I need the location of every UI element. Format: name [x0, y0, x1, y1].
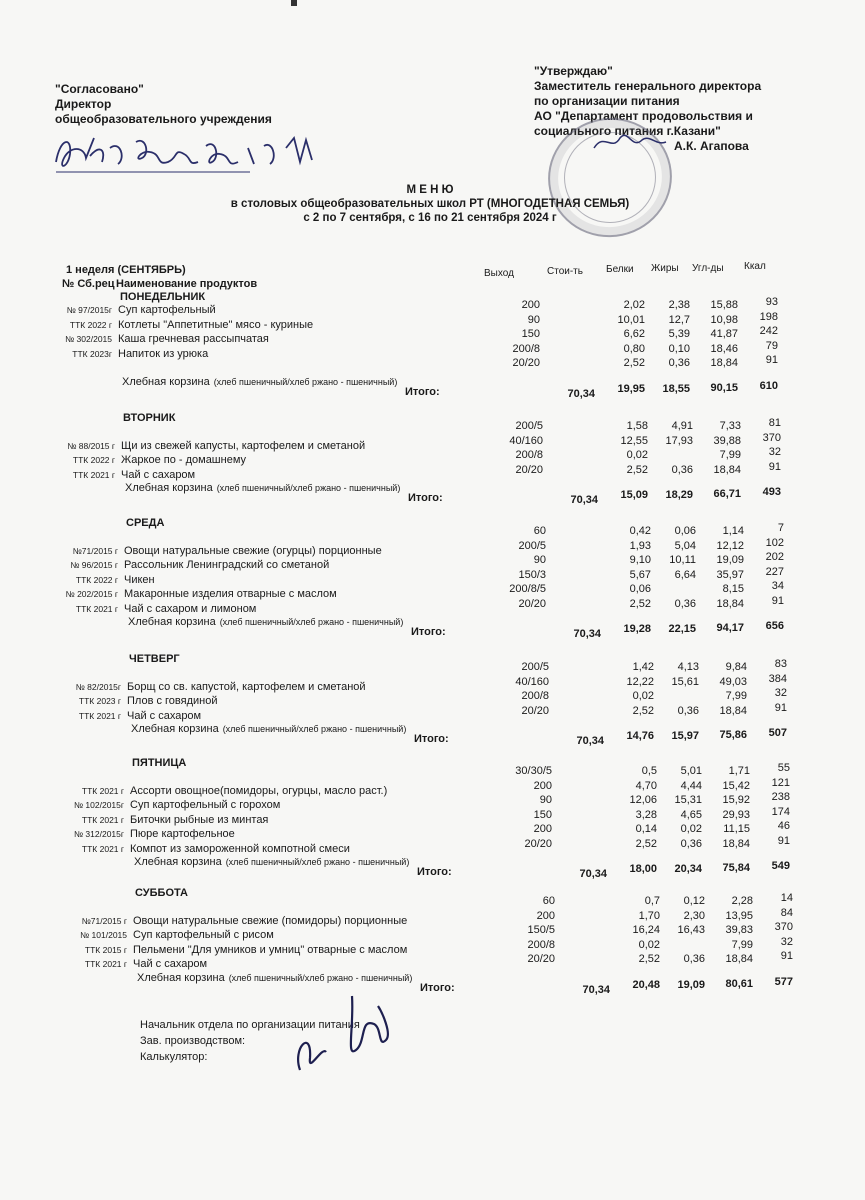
fat-value: 0,10 — [668, 342, 690, 355]
day-title: ПЯТНИЦА — [132, 757, 187, 769]
total-fat: 20,34 — [674, 863, 702, 875]
carb-value: 7,33 — [719, 420, 741, 432]
bread-note: (хлеб пшеничный/хлеб ржано - пшеничный) — [213, 376, 398, 387]
bread-basket — [137, 972, 412, 984]
menu-subtitle: в столовых общеобразовательных школ РТ (МНОГОДЕТНАЯ СЕМЬЯ) — [230, 198, 630, 210]
carb-value: 2,28 — [731, 895, 753, 907]
carb-value: 39,88 — [713, 434, 741, 447]
carb-value: 18,84 — [725, 953, 753, 965]
col-kcal-header: Ккал — [744, 261, 766, 272]
dept-line2: АО "Департамент продовольствия и — [534, 109, 753, 123]
kcal-value: 238 — [771, 791, 790, 803]
deputy-label: Заместитель генерального директора — [534, 79, 762, 93]
protein-value: 4,70 — [635, 779, 657, 792]
dish-name: Чай с сахаром — [121, 468, 196, 481]
director-label: Директор — [55, 97, 112, 111]
kcal-value: 79 — [765, 339, 778, 352]
total-label: Итого: — [417, 866, 452, 878]
approval-block-left — [55, 82, 272, 127]
protein-value: 12,22 — [626, 675, 654, 688]
portion-output: 40/160 — [515, 675, 549, 688]
portion-output: 200/8 — [521, 690, 549, 702]
carb-value: 15,92 — [722, 794, 750, 806]
bread-label: Хлебная корзина — [128, 616, 216, 628]
protein-value: 16,24 — [632, 924, 660, 936]
total-kcal: 493 — [762, 486, 781, 498]
bread-note: (хлеб пшеничный/хлеб ржано - пшеничный) — [216, 483, 401, 493]
protein-value: 10,01 — [617, 313, 645, 326]
recipe-number: ТТК 2022 г — [69, 319, 112, 330]
total-protein: 15,09 — [620, 489, 648, 501]
day-title: ЧЕТВЕРГ — [129, 653, 180, 665]
dish-name: Компот из замороженной компотной смеси — [130, 842, 350, 855]
portion-output: 200/5 — [515, 420, 543, 432]
signer-name: А.К. Агапова — [674, 139, 749, 153]
kcal-value: 32 — [774, 687, 787, 699]
kcal-value: 91 — [780, 950, 793, 962]
portion-output: 90 — [527, 313, 540, 326]
protein-value: 0,02 — [632, 690, 654, 702]
carb-value: 1,71 — [728, 765, 750, 777]
fat-value: 5,01 — [680, 765, 702, 777]
protein-value: 2,52 — [638, 953, 660, 965]
dish-name: Ассорти овощное(помидоры, огурцы, масло раст.) — [130, 784, 388, 797]
portion-output: 200/8/5 — [509, 583, 546, 595]
footer-production: Зав. производством: — [140, 1035, 246, 1047]
fat-value: 10,11 — [669, 554, 696, 566]
footer-head: Начальник отдела по организации питания — [140, 1019, 360, 1031]
recipe-number: ТТК 2023 г — [78, 696, 121, 706]
dish-name: Чай с сахаром и лимоном — [124, 602, 257, 615]
dish-name: Суп картофельный с рисом — [133, 929, 274, 941]
fat-value: 0,02 — [680, 823, 702, 835]
recipe-number: ТТК 2022 г — [75, 574, 118, 585]
dept-line3: социального питания г.Казани" — [534, 124, 721, 138]
total-cost: 70,34 — [576, 735, 604, 747]
bread-label: Хлебная корзина — [131, 723, 219, 735]
carb-value: 35,97 — [716, 568, 744, 581]
dish-name: Суп картофельный — [118, 304, 216, 316]
bread-basket — [131, 723, 406, 735]
fat-value: 4,13 — [677, 661, 699, 673]
total-protein: 14,76 — [626, 730, 654, 742]
fat-value: 4,91 — [671, 420, 693, 432]
fat-value: 15,31 — [674, 794, 702, 806]
footer-calculator: Калькулятор: — [140, 1051, 208, 1063]
col-carb-header: Угл-ды — [692, 263, 724, 274]
fat-value: 0,36 — [680, 837, 702, 850]
fat-value: 2,30 — [683, 909, 705, 922]
bread-label: Хлебная корзина — [137, 971, 225, 984]
director-signature — [50, 128, 320, 178]
total-carb: 66,71 — [713, 488, 741, 500]
kcal-value: 34 — [771, 580, 784, 592]
recipe-number: №71/2015 г — [72, 545, 118, 556]
fat-value: 15,61 — [671, 675, 699, 688]
kcal-value: 384 — [768, 672, 787, 685]
bread-basket — [125, 482, 400, 494]
recipe-number: ТТК 2021 г — [72, 469, 115, 480]
recipe-number: ТТК 2015 г — [84, 944, 127, 955]
recipe-number: № 312/2015г — [73, 829, 124, 839]
total-cost: 70,34 — [567, 387, 595, 400]
total-kcal: 507 — [768, 727, 787, 739]
kcal-value: 370 — [762, 431, 781, 444]
portion-output: 40/160 — [509, 434, 543, 447]
recipe-number: № 88/2015 г — [67, 440, 115, 451]
carb-value: 18,84 — [710, 357, 738, 369]
fat-value: 5,39 — [668, 328, 690, 340]
recipe-number: ТТК 2023г — [72, 348, 112, 359]
protein-value: 0,14 — [635, 823, 657, 835]
portion-output: 200 — [533, 823, 552, 835]
fat-value: 2,38 — [668, 299, 690, 311]
day-title: СУББОТА — [135, 887, 188, 899]
total-label: Итого: — [411, 626, 446, 638]
kcal-value: 227 — [765, 565, 784, 578]
footer-signature — [282, 988, 422, 1088]
kcal-value: 14 — [780, 892, 793, 904]
dish-name: Котлеты "Аппетитные" мясо - куриные — [118, 318, 314, 331]
kcal-value: 91 — [774, 701, 787, 714]
portion-output: 30/30/5 — [515, 765, 552, 777]
portion-output: 200/5 — [518, 539, 546, 552]
dish-name: Овощи натуральные свежие (огурцы) порционные — [124, 544, 382, 557]
kcal-value: 174 — [771, 805, 790, 818]
portion-output: 200/8 — [527, 938, 555, 951]
kcal-value: 32 — [768, 446, 781, 458]
portion-output: 90 — [533, 554, 546, 566]
protein-value: 1,93 — [629, 539, 651, 552]
dish-name: Суп картофельный с горохом — [130, 799, 281, 811]
deputy-signature — [590, 128, 670, 158]
total-cost: 70,34 — [570, 494, 598, 506]
carb-value: 7,99 — [731, 938, 753, 951]
dish-name: Чикен — [124, 573, 155, 586]
total-kcal: 577 — [774, 975, 793, 988]
total-kcal: 549 — [771, 860, 790, 872]
dish-name: Пюре картофельное — [130, 828, 235, 840]
total-protein: 18,00 — [629, 863, 657, 875]
portion-output: 150/3 — [518, 568, 546, 581]
protein-value: 2,52 — [629, 597, 651, 610]
protein-value: 0,7 — [644, 895, 660, 907]
fat-value: 16,43 — [677, 924, 705, 936]
carb-value: 8,15 — [722, 583, 744, 595]
bread-basket — [134, 856, 409, 868]
carb-value: 18,84 — [713, 463, 741, 476]
bread-basket — [128, 616, 403, 628]
recipe-number: ТТК 2021 г — [81, 843, 124, 854]
portion-output: 20/20 — [518, 597, 546, 610]
protein-value: 9,10 — [629, 554, 651, 566]
portion-output: 60 — [533, 525, 546, 537]
portion-output: 20/20 — [512, 357, 540, 369]
bread-basket — [122, 376, 397, 388]
dish-name: Овощи натуральные свежие (помидоры) порционные — [133, 914, 408, 927]
kcal-value: 93 — [765, 296, 778, 308]
portion-output: 20/20 — [527, 953, 555, 965]
total-fat: 18,29 — [665, 489, 693, 501]
bread-note: (хлеб пшеничный/хлеб ржано - пшеничный) — [225, 857, 410, 867]
school-label: общеобразовательного учреждения — [55, 112, 272, 126]
bread-note: (хлеб пшеничный/хлеб ржано - пшеничный) — [219, 617, 404, 627]
fat-value: 0,36 — [668, 357, 690, 369]
protein-value: 1,42 — [632, 661, 654, 673]
kcal-value: 242 — [759, 325, 778, 337]
fat-value: 0,06 — [674, 525, 696, 537]
bread-label: Хлебная корзина — [122, 375, 210, 388]
fat-value: 12,7 — [668, 313, 690, 326]
total-cost: 70,34 — [582, 983, 610, 996]
protein-value: 2,52 — [626, 463, 648, 476]
title-block — [150, 183, 710, 225]
dish-name: Макаронные изделия отварные с маслом — [124, 588, 337, 600]
total-kcal: 610 — [759, 379, 778, 392]
bread-note: (хлеб пшеничный/хлеб ржано - пшеничный) — [228, 972, 413, 983]
total-cost: 70,34 — [579, 868, 607, 880]
kcal-value: 370 — [774, 921, 793, 933]
dish-name: Биточки рыбные из минтая — [130, 813, 269, 826]
dept-line1: по организации питания — [534, 94, 680, 108]
dish-name: Чай с сахаром — [133, 958, 208, 970]
recipe-number: ТТК 2022 г — [72, 455, 115, 465]
portion-output: 200/5 — [521, 661, 549, 673]
carb-value: 18,84 — [716, 597, 744, 610]
carb-value: 39,83 — [725, 924, 753, 936]
week-label: 1 неделя (СЕНТЯБРЬ) — [66, 264, 186, 276]
carb-value: 12,12 — [716, 539, 744, 552]
dish-name: Напиток из урюка — [118, 347, 209, 360]
protein-value: 0,5 — [641, 765, 657, 777]
carb-value: 7,99 — [719, 449, 741, 461]
carb-value: 1,14 — [722, 525, 744, 537]
total-protein: 19,95 — [617, 382, 645, 395]
kcal-value: 91 — [768, 460, 781, 473]
total-cost: 70,34 — [573, 628, 601, 640]
portion-output: 150/5 — [527, 924, 555, 936]
protein-value: 0,80 — [623, 342, 645, 355]
fat-value: 0,36 — [671, 463, 693, 476]
bread-note: (хлеб пшеничный/хлеб ржано - пшеничный) — [222, 724, 407, 734]
kcal-value: 46 — [777, 820, 790, 832]
portion-output: 20/20 — [521, 704, 549, 717]
fat-value: 5,04 — [674, 539, 696, 552]
portion-output: 200 — [533, 779, 552, 792]
portion-output: 150 — [521, 328, 540, 340]
dish-name: Щи из свежей капусты, картофелем и сметаной — [121, 439, 366, 452]
portion-output: 200 — [536, 909, 555, 922]
carb-value: 41,87 — [710, 328, 738, 340]
fat-value: 6,64 — [674, 568, 696, 581]
total-protein: 19,28 — [623, 623, 651, 635]
dish-name: Жаркое по - домашнему — [121, 454, 247, 466]
protein-value: 2,02 — [623, 299, 645, 311]
total-carb: 80,61 — [725, 977, 753, 990]
recipe-number: ТТК 2021 г — [81, 814, 124, 825]
fat-value: 0,36 — [683, 953, 705, 965]
total-carb: 90,15 — [710, 381, 738, 394]
dish-name: Плов с говядиной — [127, 695, 218, 707]
col-fat-header: Жиры — [651, 263, 679, 274]
protein-value: 0,06 — [629, 583, 651, 595]
total-fat: 22,15 — [668, 623, 696, 635]
recipe-number: ТТК 2021 г — [81, 785, 124, 796]
protein-value: 3,28 — [635, 808, 657, 821]
portion-output: 200/8 — [515, 449, 543, 461]
col-name-header: Наименование продуктов — [116, 278, 258, 290]
carb-value: 18,46 — [710, 342, 738, 355]
portion-output: 200 — [521, 299, 540, 311]
protein-value: 5,67 — [629, 568, 651, 581]
carb-value: 15,88 — [710, 299, 738, 311]
kcal-value: 84 — [780, 906, 793, 919]
protein-value: 0,02 — [638, 938, 660, 951]
day-title: СРЕДА — [126, 517, 165, 529]
kcal-value: 91 — [765, 354, 778, 366]
recipe-number: ТТК 2021 г — [84, 959, 127, 969]
carb-value: 49,03 — [719, 675, 747, 688]
carb-value: 9,84 — [725, 661, 747, 673]
protein-value: 1,70 — [638, 909, 660, 922]
carb-value: 18,84 — [719, 704, 747, 717]
portion-output: 90 — [539, 794, 552, 806]
scan-mark — [291, 0, 297, 6]
portion-output: 150 — [533, 808, 552, 821]
total-carb: 75,84 — [722, 862, 750, 874]
carb-value: 19,09 — [716, 554, 744, 566]
fat-value: 0,36 — [677, 704, 699, 717]
total-carb: 75,86 — [719, 729, 747, 741]
agreed-label: "Согласовано" — [55, 82, 144, 96]
protein-value: 2,52 — [623, 357, 645, 369]
dish-name: Каша гречневая рассыпчатая — [118, 333, 269, 345]
total-protein: 20,48 — [632, 978, 660, 991]
recipe-number: № 96/2015 г — [70, 560, 118, 570]
protein-value: 2,52 — [632, 704, 654, 717]
fat-value: 4,44 — [680, 779, 702, 792]
carb-value: 29,93 — [722, 808, 750, 821]
kcal-value: 91 — [777, 834, 790, 847]
total-label: Итого: — [420, 981, 455, 994]
recipe-number: № 82/2015г — [75, 681, 121, 692]
carb-value: 18,84 — [722, 837, 750, 850]
col-num-header: № Сб.рец — [62, 278, 115, 290]
total-label: Итого: — [408, 492, 443, 504]
col-out-header: Выход — [484, 268, 514, 279]
protein-value: 0,42 — [629, 525, 651, 537]
carb-value: 10,98 — [710, 313, 738, 326]
recipe-number: № 302/2015 — [65, 334, 112, 344]
total-fat: 18,55 — [662, 382, 690, 395]
kcal-value: 7 — [777, 522, 784, 534]
total-fat: 19,09 — [677, 978, 705, 991]
kcal-value: 198 — [759, 310, 778, 323]
protein-value: 12,55 — [620, 434, 648, 447]
protein-value: 0,02 — [626, 449, 648, 461]
bread-label: Хлебная корзина — [125, 482, 213, 494]
kcal-value: 91 — [771, 594, 784, 607]
protein-value: 6,62 — [623, 328, 645, 340]
recipe-number: ТТК 2021 г — [75, 603, 118, 614]
total-label: Итого: — [414, 733, 449, 745]
protein-value: 1,58 — [626, 420, 648, 432]
dish-name: Борщ со св. капустой, картофелем и сметаной — [127, 680, 366, 693]
total-label: Итого: — [405, 385, 440, 398]
fat-value: 0,12 — [683, 895, 705, 907]
protein-value: 2,52 — [635, 837, 657, 850]
col-cost-header: Стои-ть — [547, 266, 583, 277]
recipe-number: ТТК 2021 г — [78, 710, 121, 721]
dish-name: Пельмени "Для умников и умниц" отварные с маслом — [133, 943, 408, 956]
recipe-number: № 102/2015г — [73, 800, 124, 810]
fat-value: 0,36 — [674, 597, 696, 610]
menu-title: М Е Н Ю — [406, 184, 454, 196]
kcal-value: 81 — [768, 417, 781, 429]
carb-value: 15,42 — [722, 779, 750, 792]
carb-value: 11,15 — [723, 823, 750, 835]
portion-output: 60 — [542, 895, 555, 907]
kcal-value: 121 — [771, 776, 790, 789]
kcal-value: 202 — [765, 551, 784, 563]
protein-value: 12,06 — [629, 794, 657, 806]
total-fat: 15,97 — [671, 730, 699, 742]
approve-label: "Утверждаю" — [534, 64, 613, 78]
portion-output: 200/8 — [512, 342, 540, 355]
day-title: ПОНЕДЕЛЬНИК — [120, 291, 206, 303]
recipe-number: № 202/2015 г — [65, 589, 118, 599]
total-kcal: 656 — [765, 620, 784, 632]
fat-value: 4,65 — [680, 808, 702, 821]
recipe-number: № 101/2015 — [80, 930, 127, 940]
kcal-value: 102 — [765, 536, 784, 549]
recipe-number: № 97/2015г — [66, 305, 112, 315]
day-title: ВТОРНИК — [123, 412, 176, 424]
fat-value: 17,93 — [665, 434, 693, 447]
dish-name: Рассольник Ленинградский со сметаной — [124, 559, 330, 571]
portion-output: 20/20 — [515, 463, 543, 476]
total-carb: 94,17 — [716, 622, 744, 634]
carb-value: 13,95 — [725, 909, 753, 922]
kcal-value: 83 — [774, 658, 787, 670]
kcal-value: 32 — [780, 935, 793, 948]
portion-output: 20/20 — [524, 837, 552, 850]
recipe-number: №71/2015 г — [81, 915, 127, 926]
bread-label: Хлебная корзина — [134, 856, 222, 868]
col-prot-header: Белки — [606, 264, 634, 275]
dish-name: Чай с сахаром — [127, 709, 202, 722]
menu-dates: с 2 по 7 сентября, с 16 по 21 сентября 2024 г — [303, 212, 557, 224]
carb-value: 7,99 — [725, 690, 747, 702]
kcal-value: 55 — [777, 762, 790, 774]
